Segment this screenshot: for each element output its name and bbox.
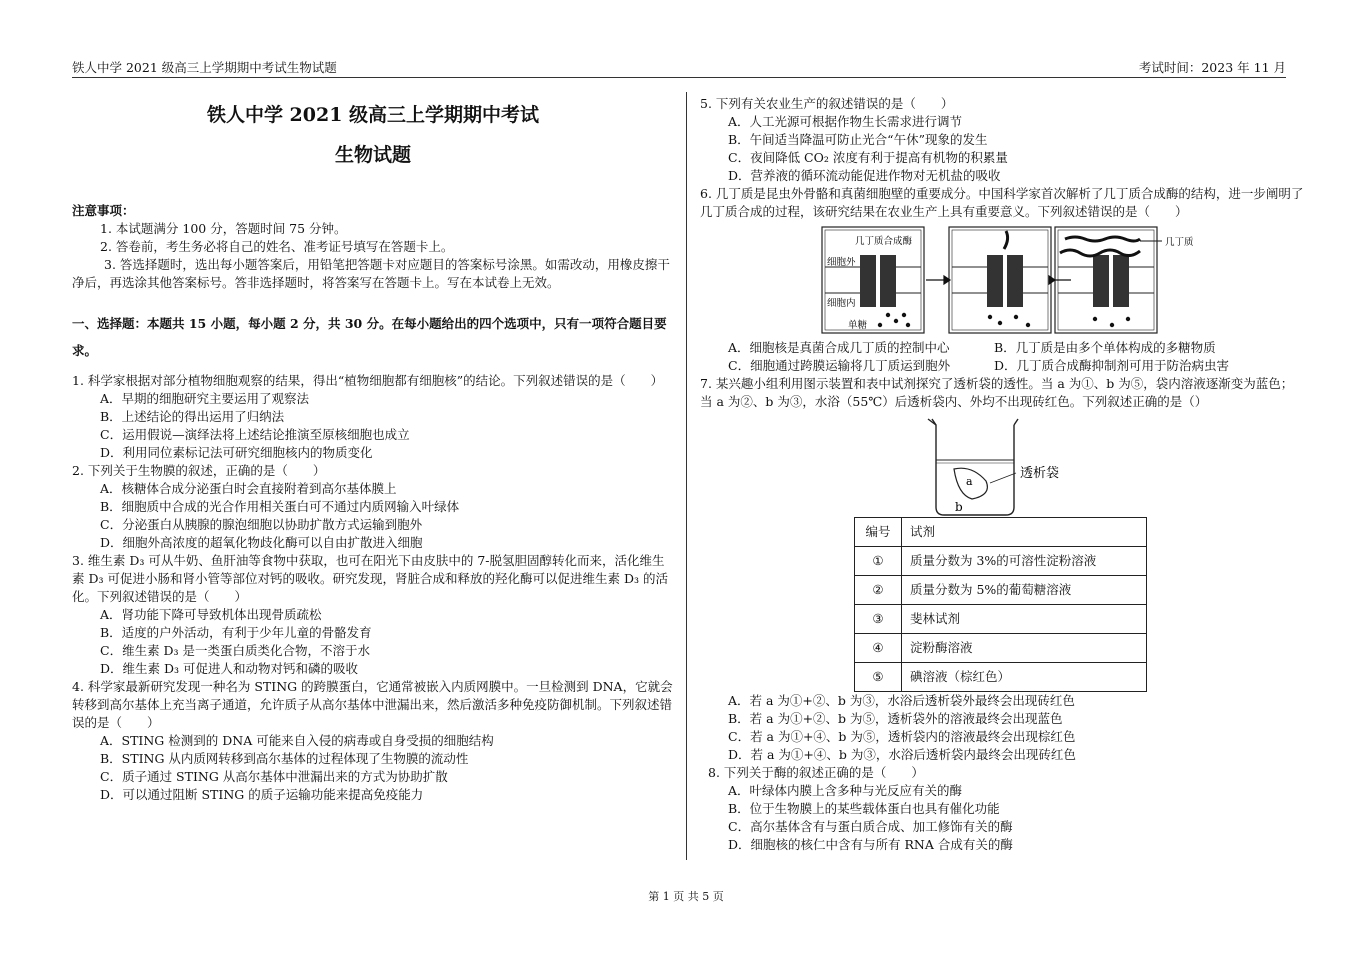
option: B．午间适当降温可防止光合“午休”现象的发生	[728, 132, 988, 147]
table-header-row	[855, 518, 1147, 547]
option: A．细胞核是真菌合成几丁质的控制中心	[728, 340, 950, 355]
header-rule	[72, 77, 1286, 78]
exam-title: 铁人中学 2021 级高三上学期期中考试	[206, 104, 540, 126]
option: A．人工光源可根据作物生长需求进行调节	[728, 114, 963, 129]
option: D．若 a 为①+④、b 为③，水浴后透析袋内最终会出现砖红色	[728, 747, 1076, 762]
table-cell: ①	[855, 547, 902, 576]
question-stem: 8. 下列关于酶的叙述正确的是（ ）	[708, 765, 924, 780]
option: A．肾功能下降可导致机体出现骨质疏松	[100, 607, 322, 622]
label-bag: 透析袋	[1020, 466, 1060, 481]
label-a: a	[966, 475, 973, 488]
question-stem: 3. 维生素 D₃ 可从牛奶、鱼肝油等食物中获取，也可在阳光下由皮肤中的 7-脱氢胆固醇转化而来，活化维生素 D₃ 可促进小肠和肾小管等部位对钙的吸收。研究发现，肾脏合成和释放的羟化酶可以促进维生素 D₃ 的活化。下列叙述错误的是（ ）	[72, 553, 668, 604]
header-right: 考试时间：2023 年 11 月	[1138, 60, 1286, 75]
page-header	[72, 58, 1286, 76]
option: D．可以通过阻断 STING 的质子运输功能来提高免疫能力	[100, 787, 424, 802]
label-b: b	[955, 500, 963, 514]
option: A．STING 检测到的 DNA 可能来自入侵的病毒或自身受损的细胞结构	[100, 733, 494, 748]
option: D．几丁质合成酶抑制剂可用于防治病虫害	[994, 358, 1230, 373]
question-stem: 6. 几丁质是昆虫外骨骼和真菌细胞壁的重要成分。中国科学家首次解析了几丁质合成酶的结构，进一步阐明了几丁质合成的过程，该研究结果在农业生产上具有重要意义。下列叙述错误的是（ ）	[700, 186, 1304, 219]
question-2	[72, 462, 674, 552]
table-header: 试剂	[902, 518, 1147, 547]
option: B．细胞质中合成的光合作用相关蛋白可不通过内质网输入叶绿体	[100, 499, 460, 514]
option: B．STING 从内质网转移到高尔基体的过程体现了生物膜的流动性	[100, 751, 469, 766]
option: B．几丁质是由多个单体构成的多糖物质	[994, 340, 1216, 355]
left-column	[72, 100, 674, 804]
page-number: 第 1 页 共 5 页	[648, 890, 724, 903]
chitin-synthesis-figure	[700, 225, 1304, 337]
label-chitin: 几丁质	[1165, 237, 1194, 248]
question-5	[700, 95, 1304, 185]
section-heading: 一、选择题：本题共 15 小题，每小题 2 分，共 30 分。在每小题给出的四个选项中，只有一项符合题目要求。	[72, 316, 667, 358]
table-cell: 质量分数为 5%的葡萄糖溶液	[902, 576, 1147, 605]
question-7	[700, 375, 1304, 764]
question-stem: 4. 科学家最新研究发现一种名为 STING 的跨膜蛋白，它通常被嵌入内质网膜中。一旦检测到 DNA，它就会转移到高尔基体上充当离子通道，允许质子从高尔基体中泄漏出来，然后激活多种免疫防御机制。下列叙述错误的是（ ）	[72, 679, 673, 730]
option: C．高尔基体含有与蛋白质合成、加工修饰有关的酶	[728, 819, 1013, 834]
option: A．早期的细胞研究主要运用了观察法	[100, 391, 310, 406]
table-row	[855, 634, 1147, 663]
table-cell: ③	[855, 605, 902, 634]
table-cell: 斐林试剂	[902, 605, 1147, 634]
option: A．叶绿体内膜上含多种与光反应有关的酶	[728, 783, 963, 798]
question-stem: 1. 科学家根据对部分植物细胞观察的结果，得出“植物细胞都有细胞核”的结论。下列叙述错误的是（ ）	[72, 373, 664, 388]
question-8	[700, 764, 1304, 854]
question-4	[72, 678, 674, 804]
table-header: 编号	[855, 518, 902, 547]
notes-heading: 注意事项：	[72, 203, 135, 218]
question-1	[72, 372, 674, 462]
option: D．营养液的循环流动能促进作物对无机盐的吸收	[728, 168, 1001, 183]
table-row	[855, 576, 1147, 605]
options-row	[700, 357, 1304, 375]
option: C．质子通过 STING 从高尔基体中泄漏出来的方式为协助扩散	[100, 769, 448, 784]
option: C．夜间降低 CO₂ 浓度有利于提高有机物的积累量	[728, 150, 1008, 165]
option: B．位于生物膜上的某些载体蛋白也具有催化功能	[728, 801, 1000, 816]
column-divider	[686, 92, 687, 860]
option: B．适度的户外活动，有利于少年儿童的骨骼发育	[100, 625, 372, 640]
label-outside: 细胞外	[827, 257, 856, 268]
header-left: 铁人中学 2021 级高三上学期期中考试生物试题	[72, 60, 337, 75]
table-cell: ②	[855, 576, 902, 605]
option: C．细胞通过跨膜运输将几丁质运到胞外	[728, 358, 951, 373]
option: C．分泌蛋白从胰腺的腺泡细胞以协助扩散方式运输到胞外	[100, 517, 423, 532]
option: D．细胞外高浓度的超氧化物歧化酶可以自由扩散进入细胞	[100, 535, 423, 550]
table-row	[855, 605, 1147, 634]
label-inside: 细胞内	[827, 298, 856, 309]
option: D．细胞核的核仁中含有与所有 RNA 合成有关的酶	[728, 837, 1013, 852]
dialysis-figure	[700, 415, 1304, 517]
note-item: 2. 答卷前，考生务必将自己的姓名、准考证号填写在答题卡上。	[100, 239, 454, 254]
table-cell: 质量分数为 3%的可溶性淀粉溶液	[902, 547, 1147, 576]
question-stem: 7. 某兴趣小组利用图示装置和表中试剂探究了透析袋的透性。当 a 为①、b 为⑤，袋内溶液逐渐变为蓝色；当 a 为②、b 为③，水浴（55℃）后透析袋内、外均不出现砖红色。下列叙述正确的是（）	[700, 376, 1294, 409]
table-row	[855, 547, 1147, 576]
exam-subject: 生物试题	[334, 144, 411, 166]
option: B．若 a 为①+②、b 为⑤，透析袋外的溶液最终会出现蓝色	[728, 711, 1063, 726]
table-cell: 淀粉酶溶液	[902, 634, 1147, 663]
question-6	[700, 185, 1304, 375]
question-stem: 2. 下列关于生物膜的叙述，正确的是（ ）	[72, 463, 326, 478]
beaker-diagram	[700, 415, 1304, 517]
table-row	[855, 663, 1147, 692]
question-stem: 5. 下列有关农业生产的叙述错误的是（ ）	[700, 96, 954, 111]
label-enzyme: 几丁质合成酶	[855, 236, 913, 247]
option: D．利用同位素标记法可研究细胞核内的物质变化	[100, 445, 373, 460]
question-3	[72, 552, 674, 678]
option: B．上述结论的得出运用了归纳法	[100, 409, 285, 424]
option: A．核糖体合成分泌蛋白时会直接附着到高尔基体膜上	[100, 481, 397, 496]
reagent-table	[854, 517, 1147, 692]
label-monomer: 单糖	[848, 320, 868, 331]
table-cell: ④	[855, 634, 902, 663]
table-cell: 碘溶液（棕红色）	[902, 663, 1147, 692]
options-row	[700, 339, 1304, 357]
note-item: 1. 本试题满分 100 分，答题时间 75 分钟。	[100, 221, 347, 236]
option: C．维生素 D₃ 是一类蛋白质类化合物，不溶于水	[100, 643, 371, 658]
option: C．运用假说—演绎法将上述结论推演至原核细胞也成立	[100, 427, 410, 442]
right-column	[700, 95, 1304, 854]
option: D．维生素 D₃ 可促进人和动物对钙和磷的吸收	[100, 661, 359, 676]
chitin-diagram	[700, 225, 1304, 337]
table-cell: ⑤	[855, 663, 902, 692]
note-item: 3. 答选择题时，选出每小题答案后，用铅笔把答题卡对应题目的答案标号涂黑。如需改动，用橡皮擦干净后，再选涂其他答案标号。答非选择题时，将答案写在答题卡上。写在本试卷上无效。	[72, 257, 670, 290]
option: C．若 a 为①+④、b 为⑤，透析袋内的溶液最终会出现棕红色	[728, 729, 1076, 744]
option: A．若 a 为①+②、b 为③，水浴后透析袋外最终会出现砖红色	[728, 693, 1075, 708]
